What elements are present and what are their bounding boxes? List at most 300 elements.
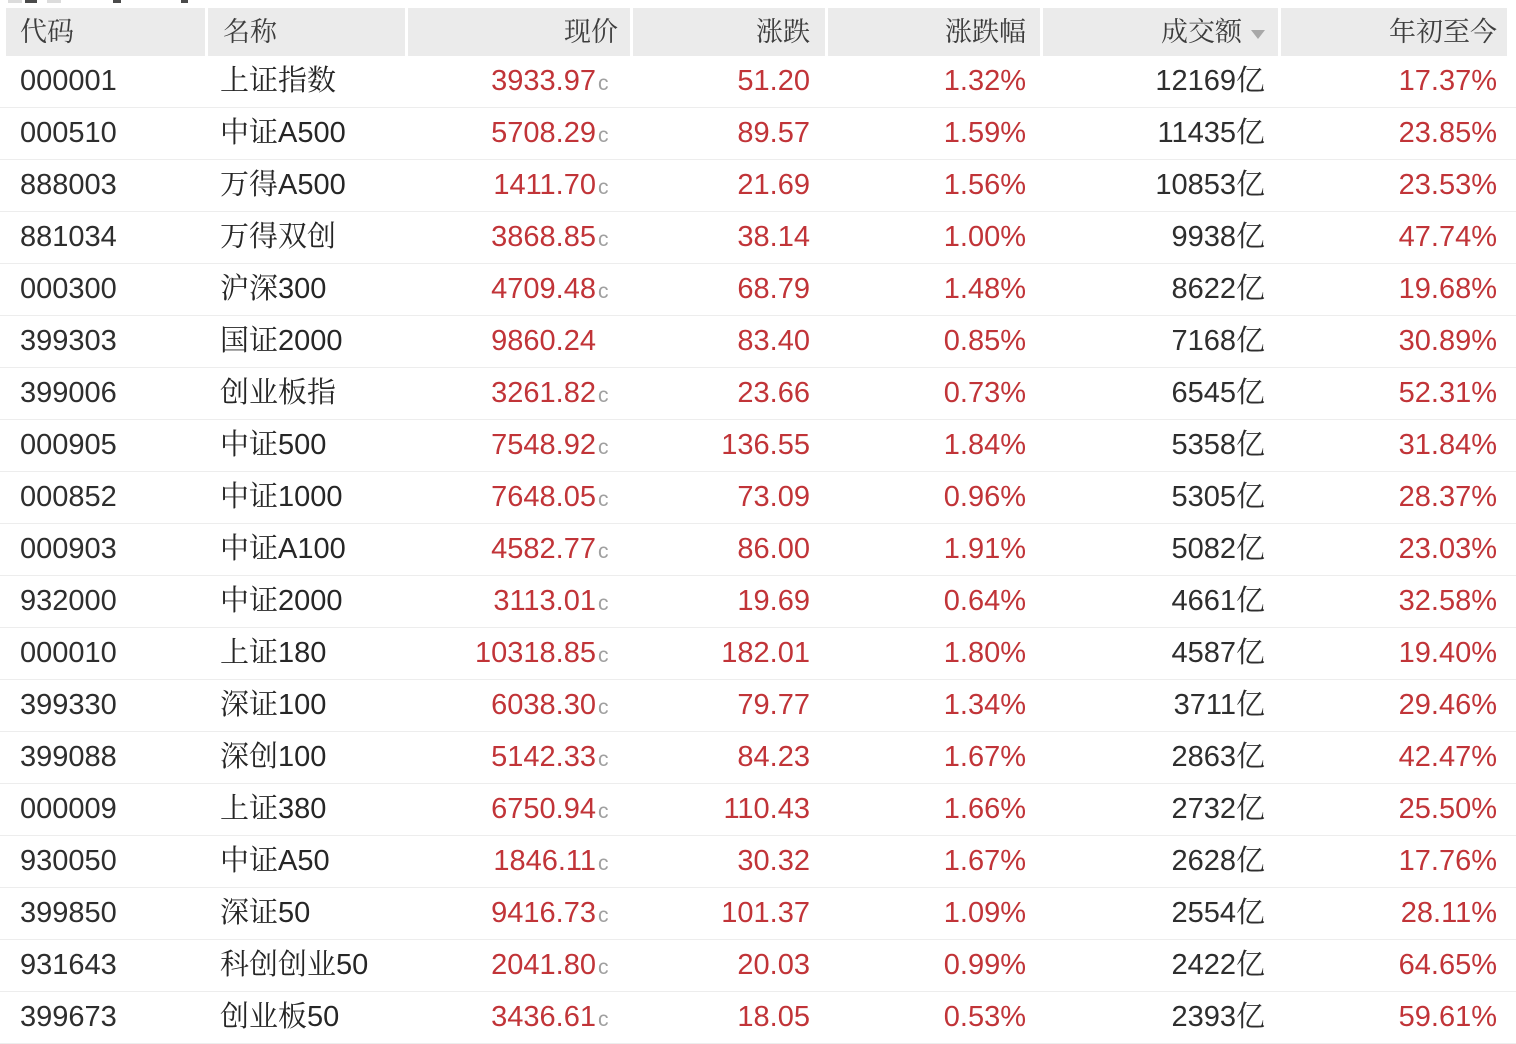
index-name-value: 万得双创	[220, 221, 337, 253]
index-code	[0, 524, 205, 575]
index-name	[205, 576, 405, 627]
index-code	[0, 316, 205, 367]
index-turnover	[1040, 316, 1278, 367]
index-name-value: 深创100	[220, 741, 327, 773]
index-change-pct-value: 0.99%	[943, 949, 1026, 981]
index-code	[0, 576, 205, 627]
index-turnover	[1040, 56, 1278, 107]
index-name	[205, 472, 405, 523]
index-ytd	[1278, 888, 1516, 939]
index-change-pct	[825, 888, 1040, 939]
index-price	[405, 784, 630, 835]
index-name-value: 万得A500	[220, 169, 346, 201]
index-change-pct-value: 1.80%	[943, 637, 1026, 669]
index-name	[205, 888, 405, 939]
cutoff-text-fragment	[25, 0, 37, 3]
index-turnover-value: 4587亿	[1171, 637, 1265, 669]
index-ytd	[1278, 212, 1516, 263]
table-row[interactable]	[0, 628, 1516, 680]
index-ytd-value: 25.50%	[1398, 793, 1497, 825]
index-turnover	[1040, 992, 1278, 1043]
price-close-suffix: c	[598, 644, 609, 667]
index-price	[405, 212, 630, 263]
index-price	[405, 992, 630, 1043]
index-ytd-value: 17.76%	[1398, 845, 1497, 877]
index-change-pct	[825, 212, 1040, 263]
table-row[interactable]	[0, 784, 1516, 836]
index-turnover	[1040, 420, 1278, 471]
index-price-value: 3933.97	[491, 65, 596, 97]
index-turnover-value: 2863亿	[1171, 741, 1265, 773]
index-change-pct-value: 1.09%	[943, 897, 1026, 929]
index-price	[405, 940, 630, 991]
index-turnover	[1040, 680, 1278, 731]
index-turnover-value: 8622亿	[1171, 273, 1265, 305]
index-code-value: 888003	[20, 169, 117, 201]
index-name-value: 上证380	[220, 793, 327, 825]
index-change-value: 79.77	[737, 689, 810, 721]
index-name	[205, 524, 405, 575]
index-code-value: 399006	[20, 377, 117, 409]
index-code-value: 000903	[20, 533, 117, 565]
column-header-ytd[interactable]	[1278, 8, 1516, 56]
index-change-value: 89.57	[737, 117, 810, 149]
index-change	[630, 420, 825, 471]
index-change-pct	[825, 264, 1040, 315]
index-code	[0, 108, 205, 159]
index-turnover	[1040, 108, 1278, 159]
index-change	[630, 576, 825, 627]
price-close-suffix: c	[598, 696, 609, 719]
index-change	[630, 784, 825, 835]
index-price-value: 9416.73	[491, 897, 596, 929]
index-ytd	[1278, 784, 1516, 835]
index-ytd	[1278, 836, 1516, 887]
index-price	[405, 160, 630, 211]
index-change-pct	[825, 316, 1040, 367]
index-code-value: 000001	[20, 65, 117, 97]
index-ytd-value: 59.61%	[1398, 1001, 1497, 1033]
index-ytd	[1278, 576, 1516, 627]
index-ytd	[1278, 680, 1516, 731]
index-price	[405, 56, 630, 107]
index-code	[0, 472, 205, 523]
index-ytd	[1278, 992, 1516, 1043]
column-header-name-label: 名称	[223, 17, 277, 47]
index-price-value: 3113.01	[493, 585, 596, 617]
index-price	[405, 888, 630, 939]
price-close-suffix: c	[598, 904, 609, 927]
index-change-pct	[825, 992, 1040, 1043]
index-change	[630, 264, 825, 315]
index-code-value: 881034	[20, 221, 117, 253]
table-row[interactable]	[0, 212, 1516, 264]
index-change-value: 23.66	[737, 377, 810, 409]
price-close-suffix: c	[598, 488, 609, 511]
index-ytd	[1278, 368, 1516, 419]
index-code-value: 399088	[20, 741, 117, 773]
index-code-value: 000010	[20, 637, 117, 669]
index-name	[205, 628, 405, 679]
index-name	[205, 836, 405, 887]
index-price	[405, 680, 630, 731]
index-change-pct	[825, 680, 1040, 731]
index-code-value: 930050	[20, 845, 117, 877]
price-close-suffix: c	[598, 280, 609, 303]
index-change-value: 73.09	[737, 481, 810, 513]
column-header-code[interactable]	[0, 8, 205, 56]
index-ytd-value: 64.65%	[1398, 949, 1497, 981]
index-price-value: 6750.94	[491, 793, 596, 825]
index-code	[0, 836, 205, 887]
table-row[interactable]	[0, 264, 1516, 316]
index-turnover-value: 2628亿	[1171, 845, 1265, 877]
index-turnover-value: 10853亿	[1155, 169, 1265, 201]
index-turnover	[1040, 212, 1278, 263]
index-change-value: 38.14	[737, 221, 810, 253]
price-close-suffix: c	[598, 436, 609, 459]
index-name-value: 上证180	[220, 637, 327, 669]
index-turnover-value: 5305亿	[1171, 481, 1265, 513]
index-price-value: 3436.61	[491, 1001, 596, 1033]
table-row[interactable]	[0, 992, 1516, 1044]
index-ytd-value: 29.46%	[1398, 689, 1497, 721]
table-row[interactable]	[0, 888, 1516, 940]
table-row[interactable]	[0, 836, 1516, 888]
index-code-value: 000905	[20, 429, 117, 461]
index-turnover-value: 12169亿	[1155, 65, 1265, 97]
index-code-value: 399850	[20, 897, 117, 929]
index-name	[205, 160, 405, 211]
index-name-value: 国证2000	[220, 325, 343, 357]
index-price-value: 7648.05	[491, 481, 596, 513]
index-ytd-value: 42.47%	[1398, 741, 1497, 773]
index-turnover	[1040, 576, 1278, 627]
index-change-value: 20.03	[737, 949, 810, 981]
index-turnover-value: 2422亿	[1171, 949, 1265, 981]
index-code	[0, 212, 205, 263]
index-change-value: 21.69	[737, 169, 810, 201]
index-turnover-value: 7168亿	[1171, 325, 1265, 357]
table-row[interactable]	[0, 576, 1516, 628]
index-code	[0, 264, 205, 315]
index-name-value: 深证50	[220, 897, 311, 929]
index-ytd-value: 28.37%	[1398, 481, 1497, 513]
index-change-value: 86.00	[737, 533, 810, 565]
index-price	[405, 108, 630, 159]
index-change-pct	[825, 784, 1040, 835]
index-code	[0, 368, 205, 419]
index-name-value: 上证指数	[220, 65, 337, 97]
table-row[interactable]	[0, 732, 1516, 784]
index-change-pct-value: 1.66%	[943, 793, 1026, 825]
index-ytd-value: 32.58%	[1398, 585, 1497, 617]
index-change-pct-value: 1.67%	[943, 741, 1026, 773]
index-change	[630, 992, 825, 1043]
index-turnover-value: 2393亿	[1171, 1001, 1265, 1033]
index-price-value: 10318.85	[475, 637, 596, 669]
index-price-value: 5708.29	[491, 117, 596, 149]
table-row[interactable]	[0, 680, 1516, 732]
index-change-pct	[825, 836, 1040, 887]
index-change-pct-value: 1.34%	[943, 689, 1026, 721]
sort-desc-caret-icon	[1251, 30, 1265, 39]
column-header-change-label: 涨跌	[756, 17, 810, 47]
index-change	[630, 108, 825, 159]
cutoff-text-fragment	[8, 0, 22, 3]
index-price-value: 3868.85	[491, 221, 596, 253]
index-turnover	[1040, 524, 1278, 575]
index-turnover-value: 11435亿	[1157, 117, 1265, 149]
index-name	[205, 264, 405, 315]
index-turnover	[1040, 784, 1278, 835]
index-name-value: 沪深300	[220, 273, 327, 305]
index-ytd-value: 30.89%	[1398, 325, 1497, 357]
index-change-pct-value: 1.59%	[943, 117, 1026, 149]
index-change-pct-value: 1.84%	[943, 429, 1026, 461]
index-change-pct-value: 0.96%	[943, 481, 1026, 513]
header-edge-divider	[0, 8, 6, 56]
index-turnover-value: 2554亿	[1171, 897, 1265, 929]
index-ytd	[1278, 108, 1516, 159]
index-price	[405, 628, 630, 679]
index-ytd	[1278, 940, 1516, 991]
index-price-value: 9860.24	[491, 325, 596, 357]
cutoff-text-fragment	[181, 0, 188, 3]
index-price	[405, 524, 630, 575]
index-change-pct	[825, 472, 1040, 523]
index-name	[205, 56, 405, 107]
table-row[interactable]	[0, 940, 1516, 992]
index-change	[630, 628, 825, 679]
index-name	[205, 368, 405, 419]
index-turnover	[1040, 628, 1278, 679]
index-price-value: 4709.48	[491, 273, 596, 305]
index-ytd	[1278, 420, 1516, 471]
index-turnover-value: 5082亿	[1171, 533, 1265, 565]
column-header-turnover[interactable]	[1040, 8, 1278, 56]
index-name-value: 创业板50	[220, 1001, 340, 1033]
index-code-value: 931643	[20, 949, 117, 981]
table-row[interactable]	[0, 56, 1516, 108]
index-name	[205, 992, 405, 1043]
price-close-suffix: c	[598, 384, 609, 407]
index-change-pct-value: 1.67%	[943, 845, 1026, 877]
index-change-pct-value: 0.53%	[943, 1001, 1026, 1033]
header-edge-divider	[1507, 8, 1516, 56]
index-code	[0, 420, 205, 471]
table-header	[0, 8, 1516, 56]
index-code	[0, 992, 205, 1043]
index-ytd-value: 52.31%	[1398, 377, 1497, 409]
table-row[interactable]	[0, 108, 1516, 160]
index-code	[0, 160, 205, 211]
index-turnover	[1040, 368, 1278, 419]
column-header-change-pct-label: 涨跌幅	[945, 17, 1026, 47]
index-change	[630, 56, 825, 107]
index-turnover-value: 5358亿	[1171, 429, 1265, 461]
index-name	[205, 108, 405, 159]
table-row[interactable]	[0, 472, 1516, 524]
index-turnover-value: 2732亿	[1171, 793, 1265, 825]
price-close-suffix: c	[598, 956, 609, 979]
index-name	[205, 732, 405, 783]
index-change-value: 83.40	[737, 325, 810, 357]
index-turnover	[1040, 264, 1278, 315]
index-change-pct	[825, 420, 1040, 471]
index-turnover	[1040, 888, 1278, 939]
index-change-pct	[825, 940, 1040, 991]
column-header-code-label: 代码	[20, 17, 74, 47]
index-change-pct-value: 1.91%	[943, 533, 1026, 565]
index-price-value: 5142.33	[491, 741, 596, 773]
index-name-value: 中证500	[220, 429, 327, 461]
index-code	[0, 784, 205, 835]
index-change-value: 18.05	[737, 1001, 810, 1033]
index-ytd-value: 17.37%	[1398, 65, 1497, 97]
index-code-value: 932000	[20, 585, 117, 617]
index-ytd	[1278, 472, 1516, 523]
index-name-value: 深证100	[220, 689, 327, 721]
index-turnover	[1040, 472, 1278, 523]
index-ytd	[1278, 160, 1516, 211]
index-change-value: 182.01	[721, 637, 810, 669]
index-change	[630, 472, 825, 523]
index-turnover-value: 9938亿	[1171, 221, 1265, 253]
index-name	[205, 212, 405, 263]
index-change-pct	[825, 108, 1040, 159]
index-price	[405, 420, 630, 471]
index-change-value: 30.32	[737, 845, 810, 877]
price-close-suffix: c	[598, 852, 609, 875]
index-change	[630, 160, 825, 211]
index-ytd-value: 23.03%	[1398, 533, 1497, 565]
index-name	[205, 940, 405, 991]
index-change	[630, 888, 825, 939]
index-change-pct	[825, 732, 1040, 783]
index-change-pct	[825, 368, 1040, 419]
index-change-pct	[825, 160, 1040, 211]
index-turnover	[1040, 836, 1278, 887]
column-header-price-label: 现价	[564, 17, 618, 47]
index-code-value: 000009	[20, 793, 117, 825]
column-header-change[interactable]	[630, 8, 825, 56]
index-name	[205, 316, 405, 367]
index-change	[630, 680, 825, 731]
index-change	[630, 940, 825, 991]
index-price	[405, 732, 630, 783]
index-change-value: 51.20	[737, 65, 810, 97]
index-code-value: 399303	[20, 325, 117, 357]
index-change-pct	[825, 56, 1040, 107]
column-header-ytd-label: 年初至今	[1389, 17, 1497, 47]
index-change-pct-value: 1.56%	[943, 169, 1026, 201]
index-ytd	[1278, 264, 1516, 315]
index-change-pct	[825, 628, 1040, 679]
index-ytd	[1278, 56, 1516, 107]
index-price-value: 4582.77	[491, 533, 596, 565]
index-code	[0, 732, 205, 783]
index-change-value: 110.43	[723, 793, 810, 825]
index-change-pct-value: 0.85%	[943, 325, 1026, 357]
price-close-suffix: c	[598, 72, 609, 95]
index-name-value: 中证A100	[220, 533, 346, 565]
index-code-value: 399673	[20, 1001, 117, 1033]
price-close-suffix: c	[598, 748, 609, 771]
index-change	[630, 212, 825, 263]
index-turnover	[1040, 732, 1278, 783]
index-price-value: 2041.80	[491, 949, 596, 981]
index-code	[0, 680, 205, 731]
column-header-change-pct[interactable]	[825, 8, 1040, 56]
table-row[interactable]	[0, 368, 1516, 420]
index-ytd	[1278, 524, 1516, 575]
index-change-pct-value: 1.48%	[943, 273, 1026, 305]
index-price-value: 6038.30	[491, 689, 596, 721]
index-code	[0, 628, 205, 679]
index-ytd-value: 19.40%	[1398, 637, 1497, 669]
index-ytd	[1278, 316, 1516, 367]
index-name	[205, 420, 405, 471]
index-ytd	[1278, 628, 1516, 679]
index-name-value: 创业板指	[220, 377, 337, 409]
column-header-price[interactable]	[405, 8, 630, 56]
index-ytd-value: 23.53%	[1398, 169, 1497, 201]
table-row[interactable]	[0, 420, 1516, 472]
index-change-value: 136.55	[721, 429, 810, 461]
table-row[interactable]	[0, 316, 1516, 368]
index-price-value: 3261.82	[491, 377, 596, 409]
table-body	[0, 56, 1516, 1044]
index-name-value: 中证1000	[220, 481, 343, 513]
index-change	[630, 316, 825, 367]
price-close-suffix: c	[598, 800, 609, 823]
index-ytd	[1278, 732, 1516, 783]
index-name-value: 科创创业50	[220, 949, 369, 981]
index-ytd-value: 47.74%	[1398, 221, 1497, 253]
index-change-pct	[825, 576, 1040, 627]
table-row[interactable]	[0, 524, 1516, 576]
index-ytd-value: 23.85%	[1398, 117, 1497, 149]
price-close-suffix: c	[598, 540, 609, 563]
top-strip	[0, 0, 1516, 8]
index-turnover-value: 6545亿	[1171, 377, 1265, 409]
index-turnover	[1040, 940, 1278, 991]
index-price	[405, 368, 630, 419]
index-turnover	[1040, 160, 1278, 211]
index-change-pct-value: 0.73%	[943, 377, 1026, 409]
index-price	[405, 316, 630, 367]
index-change	[630, 732, 825, 783]
table-row[interactable]	[0, 160, 1516, 212]
price-close-suffix: c	[598, 592, 609, 615]
column-header-turnover-label: 成交额	[1161, 17, 1242, 47]
index-change	[630, 524, 825, 575]
index-turnover-value: 4661亿	[1171, 585, 1265, 617]
index-code	[0, 940, 205, 991]
index-change-pct-value: 1.00%	[943, 221, 1026, 253]
index-change-pct-value: 0.64%	[943, 585, 1026, 617]
index-code	[0, 56, 205, 107]
column-header-name[interactable]	[205, 8, 405, 56]
index-turnover-value: 3711亿	[1173, 689, 1265, 721]
index-change-pct-value: 1.32%	[943, 65, 1026, 97]
index-ytd-value: 28.11%	[1400, 897, 1497, 929]
index-change-value: 68.79	[737, 273, 810, 305]
index-name-value: 中证2000	[220, 585, 343, 617]
index-price	[405, 576, 630, 627]
index-change-value: 101.37	[721, 897, 810, 929]
